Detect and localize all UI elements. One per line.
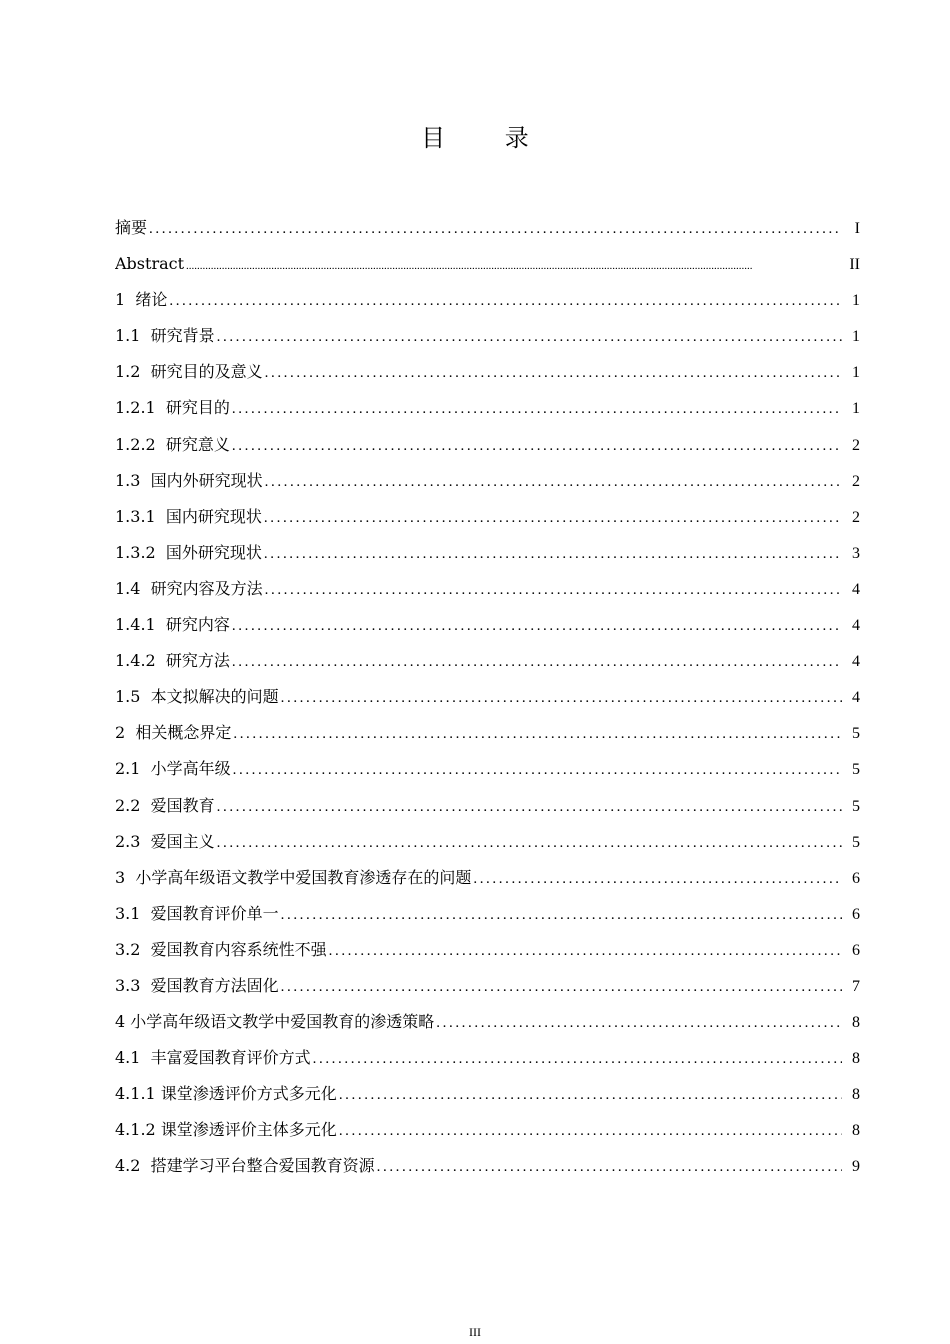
toc-entry-page: 2 bbox=[852, 436, 860, 454]
toc-dot-leader bbox=[264, 500, 842, 535]
toc-dot-leader bbox=[232, 428, 842, 463]
toc-dot-leader bbox=[436, 1005, 842, 1040]
toc-entry-label: 1 绪论 bbox=[115, 290, 168, 310]
toc-list bbox=[115, 210, 860, 1185]
toc-dot-leader bbox=[233, 716, 842, 751]
toc-entry-page: 6 bbox=[852, 905, 860, 923]
toc-entry-page: 3 bbox=[852, 544, 860, 562]
toc-dot-leader bbox=[217, 789, 842, 824]
toc-entry-label: 4.1.2 课堂渗透评价主体多元化 bbox=[115, 1120, 337, 1140]
toc-entry-page: 1 bbox=[852, 328, 860, 346]
toc-entry-page: 5 bbox=[852, 725, 860, 743]
toc-entry-label: 1.2.2 研究意义 bbox=[115, 434, 230, 454]
toc-entry-page: 4 bbox=[852, 580, 860, 598]
toc-dot-leader bbox=[339, 1077, 842, 1112]
toc-entry-label: 2.1 小学高年级 bbox=[115, 759, 231, 779]
toc-entry-1-3-1[interactable] bbox=[115, 499, 860, 535]
toc-dot-leader bbox=[281, 897, 842, 932]
toc-entry-label: Abstract bbox=[115, 254, 185, 274]
toc-entry-4-1[interactable] bbox=[115, 1040, 860, 1076]
toc-entry-page: I bbox=[854, 220, 860, 237]
toc-dot-leader bbox=[233, 752, 842, 787]
toc-entry-4-1-2[interactable] bbox=[115, 1112, 860, 1148]
toc-entry-page: 6 bbox=[852, 941, 860, 959]
toc-entry-label: 4.1 丰富爱国教育评价方式 bbox=[115, 1048, 311, 1068]
toc-dot-leader bbox=[217, 825, 842, 860]
toc-entry-1-4-1[interactable] bbox=[115, 607, 860, 643]
toc-entry-page: 8 bbox=[852, 1086, 860, 1104]
toc-entry-label: 1.1 研究背景 bbox=[115, 326, 215, 346]
toc-entry-label: 2 相关概念界定 bbox=[115, 723, 232, 743]
toc-dot-leader bbox=[149, 211, 842, 246]
toc-title: 目 录 bbox=[421, 124, 555, 152]
toc-entry-label: 1.3.1 国内研究现状 bbox=[115, 506, 262, 526]
toc-entry-page: 1 bbox=[852, 292, 860, 310]
toc-entry-label: 1.4.2 研究方法 bbox=[115, 651, 230, 671]
toc-entry-page: 7 bbox=[852, 977, 860, 995]
toc-entry-1-2-2[interactable] bbox=[115, 427, 860, 463]
toc-entry-page: 5 bbox=[852, 797, 860, 815]
toc-entry-page: 4 bbox=[852, 689, 860, 707]
toc-entry-page: 5 bbox=[852, 761, 860, 779]
toc-dot-leader bbox=[232, 644, 842, 679]
toc-entry-4-1-1[interactable] bbox=[115, 1076, 860, 1112]
toc-entry-4-2[interactable] bbox=[115, 1148, 860, 1184]
toc-entry-page: 8 bbox=[852, 1050, 860, 1068]
toc-entry-label: 4.2 搭建学习平台整合爱国教育资源 bbox=[115, 1156, 375, 1176]
toc-entry-label: 2.3 爱国主义 bbox=[115, 831, 215, 851]
toc-entry-label: 3 小学高年级语文教学中爱国教育渗透存在的问题 bbox=[115, 867, 472, 887]
toc-entry-page: 1 bbox=[852, 364, 860, 382]
toc-dot-leader bbox=[217, 319, 842, 354]
toc-dot-leader bbox=[264, 536, 842, 571]
toc-entry-1-5[interactable] bbox=[115, 679, 860, 715]
toc-entry-label: 3.1 爱国教育评价单一 bbox=[115, 903, 279, 923]
toc-entry-page: 1 bbox=[852, 400, 860, 418]
toc-entry-page: 9 bbox=[852, 1158, 860, 1176]
toc-entry-3-1[interactable] bbox=[115, 896, 860, 932]
toc-dot-leader bbox=[473, 861, 842, 896]
toc-entry-3-3[interactable] bbox=[115, 968, 860, 1004]
toc-entry-1-2-1[interactable] bbox=[115, 390, 860, 426]
toc-entry-label: 4 小学高年级语文教学中爱国教育的渗透策略 bbox=[115, 1012, 435, 1032]
toc-entry-2-3[interactable] bbox=[115, 824, 860, 860]
toc-entry-1-4[interactable] bbox=[115, 571, 860, 607]
toc-dot-leader bbox=[265, 355, 842, 390]
toc-entry-1-1[interactable] bbox=[115, 318, 860, 354]
toc-entry-abstract-cn[interactable] bbox=[115, 210, 860, 246]
toc-entry-page: 8 bbox=[852, 1122, 860, 1140]
toc-entry-label: 摘要 bbox=[115, 218, 148, 237]
toc-entry-page: 2 bbox=[852, 472, 860, 490]
toc-entry-label: 4.1.1 课堂渗透评价方式多元化 bbox=[115, 1084, 337, 1104]
toc-entry-1-2[interactable] bbox=[115, 354, 860, 390]
toc-entry-2-1[interactable] bbox=[115, 751, 860, 787]
toc-dot-leader bbox=[169, 283, 842, 318]
toc-entry-chapter-3[interactable] bbox=[115, 860, 860, 896]
toc-entry-page: 4 bbox=[852, 617, 860, 635]
toc-entry-label: 1.3.2 国外研究现状 bbox=[115, 542, 262, 562]
toc-entry-page: 8 bbox=[852, 1014, 860, 1032]
toc-dot-leader bbox=[281, 969, 842, 1004]
toc-entry-page: 5 bbox=[852, 833, 860, 851]
toc-dot-leader bbox=[265, 464, 842, 499]
toc-entry-chapter-4[interactable] bbox=[115, 1004, 860, 1040]
toc-entry-label: 3.2 爱国教育内容系统性不强 bbox=[115, 939, 327, 959]
toc-entry-page: II bbox=[849, 256, 860, 274]
toc-entry-1-4-2[interactable] bbox=[115, 643, 860, 679]
toc-entry-label: 1.3 国内外研究现状 bbox=[115, 470, 263, 490]
toc-entry-label: 1.2.1 研究目的 bbox=[115, 398, 230, 418]
toc-entry-page: 2 bbox=[852, 508, 860, 526]
toc-entry-label: 1.4.1 研究内容 bbox=[115, 615, 230, 635]
footer-page-number: III bbox=[469, 1325, 481, 1339]
toc-dot-leader bbox=[281, 680, 842, 715]
toc-entry-label: 3.3 爱国教育方法固化 bbox=[115, 975, 279, 995]
toc-entry-label: 1.2 研究目的及意义 bbox=[115, 362, 263, 382]
toc-dot-leader bbox=[232, 391, 842, 426]
toc-dot-leader bbox=[232, 608, 842, 643]
toc-dot-leader bbox=[377, 1149, 842, 1184]
toc-entry-page: 4 bbox=[852, 653, 860, 671]
toc-dot-leader bbox=[265, 572, 842, 607]
toc-entry-chapter-2[interactable] bbox=[115, 715, 860, 751]
toc-entry-3-2[interactable] bbox=[115, 932, 860, 968]
toc-entry-label: 1.4 研究内容及方法 bbox=[115, 578, 263, 598]
toc-entry-label: 1.5 本文拟解决的问题 bbox=[115, 687, 279, 707]
toc-entry-2-2[interactable] bbox=[115, 788, 860, 824]
toc-entry-1-3-2[interactable] bbox=[115, 535, 860, 571]
toc-entry-chapter-1[interactable] bbox=[115, 282, 860, 318]
toc-dot-leader bbox=[313, 1041, 842, 1076]
toc-entry-1-3[interactable] bbox=[115, 463, 860, 499]
toc-entry-label: 2.2 爱国教育 bbox=[115, 795, 215, 815]
toc-entry-page: 6 bbox=[852, 869, 860, 887]
toc-dot-leader bbox=[339, 1113, 842, 1148]
toc-dot-leader bbox=[186, 248, 842, 282]
toc-entry-abstract-en[interactable] bbox=[115, 246, 860, 282]
toc-dot-leader bbox=[329, 933, 842, 968]
